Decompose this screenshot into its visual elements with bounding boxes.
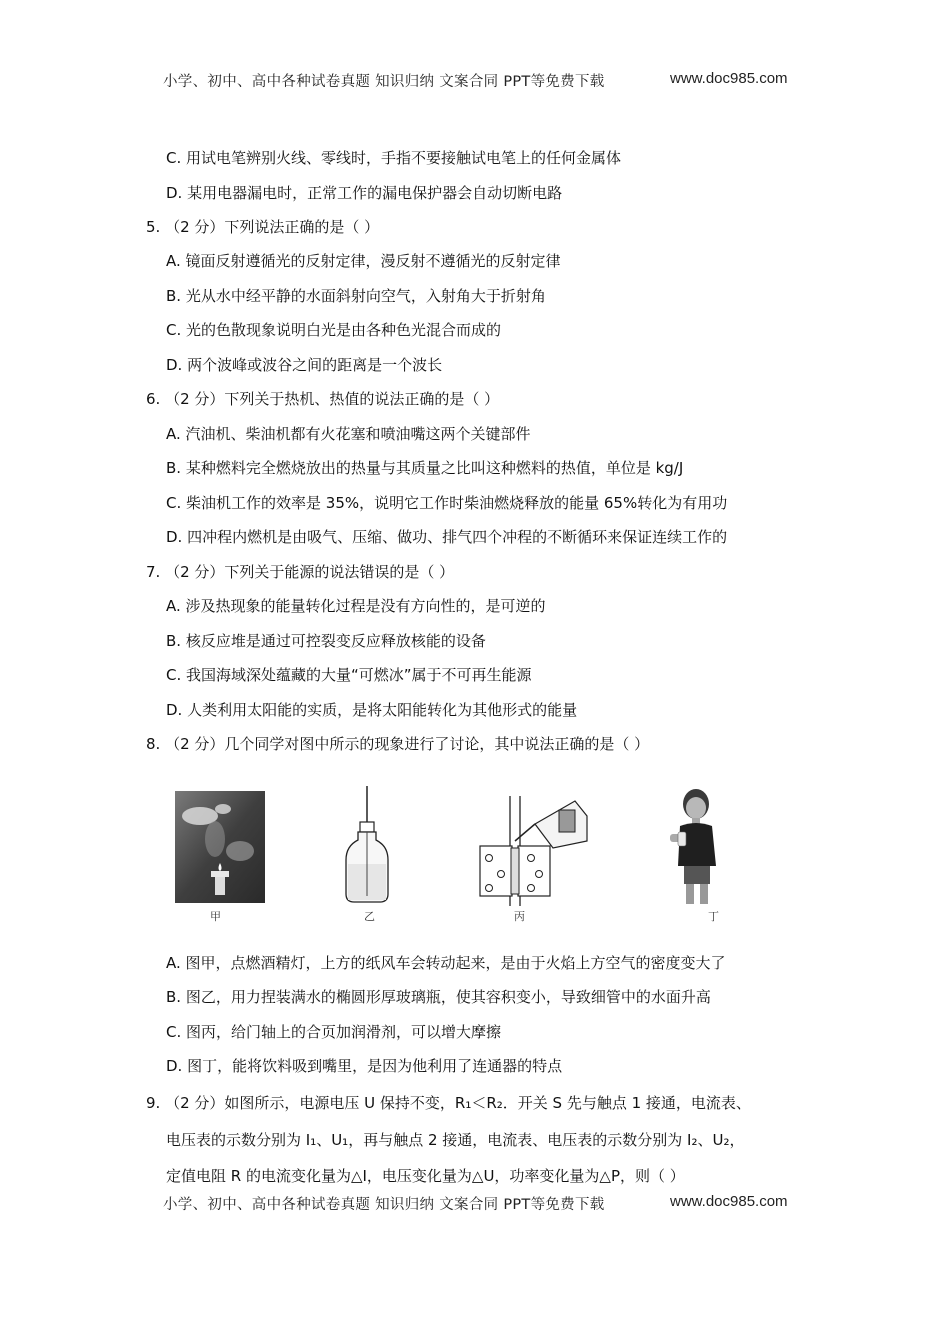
q5-option-c: C. 光的色散现象说明白光是由各种色光混合而成的 bbox=[166, 321, 502, 339]
q8-option-d: D. 图丁，能将饮料吸到嘴里，是因为他利用了连通器的特点 bbox=[166, 1057, 563, 1075]
q6-option-c: C. 柴油机工作的效率是 35%，说明它工作时柴油燃烧释放的能量 65%转化为有用功 bbox=[166, 494, 728, 512]
q8-option-c: C. 图丙，给门轴上的合页加润滑剂，可以增大摩擦 bbox=[166, 1023, 502, 1041]
q8-option-a: A. 图甲，点燃酒精灯，上方的纸风车会转动起来，是由于火焰上方空气的密度变大了 bbox=[166, 954, 726, 972]
q9-line-3: 定值电阻 R 的电流变化量为△I，电压变化量为△U，功率变化量为△P，则（ ） bbox=[166, 1167, 685, 1185]
q6-option-b: B. 某种燃料完全燃烧放出的热量与其质量之比叫这种燃料的热值，单位是 kg/J bbox=[166, 459, 684, 477]
figure-bing-image bbox=[475, 796, 590, 906]
footer-url[interactable]: www.doc985.com bbox=[670, 1193, 788, 1210]
q4-option-c: C. 用试电笔辨别火线、零线时，手指不要接触试电笔上的任何金属体 bbox=[166, 149, 622, 167]
q7-option-d: D. 人类利用太阳能的实质，是将太阳能转化为其他形式的能量 bbox=[166, 701, 578, 719]
q7-stem: 7. （2 分）下列关于能源的说法错误的是（ ） bbox=[146, 563, 455, 581]
q5-option-d: D. 两个波峰或波谷之间的距离是一个波长 bbox=[166, 356, 443, 374]
q9-line-2: 电压表的示数分别为 I₁、U₁，再与触点 2 接通，电流表、电压表的示数分别为 I₂、U₂， bbox=[166, 1131, 745, 1149]
q4-option-d: D. 某用电器漏电时，正常工作的漏电保护器会自动切断电路 bbox=[166, 184, 563, 202]
figure-ding-image bbox=[660, 786, 730, 908]
q7-option-a: A. 涉及热现象的能量转化过程是没有方向性的，是可逆的 bbox=[166, 597, 546, 615]
figure-caption-ding: 丁 bbox=[708, 910, 719, 923]
q7-option-b: B. 核反应堆是通过可控裂变反应释放核能的设备 bbox=[166, 632, 486, 650]
q5-option-a: A. 镜面反射遵循光的反射定律，漫反射不遵循光的反射定律 bbox=[166, 252, 561, 270]
figure-caption-bing: 丙 bbox=[514, 910, 525, 923]
q5-stem: 5. （2 分）下列说法正确的是（ ） bbox=[146, 218, 380, 236]
figure-jia-image bbox=[175, 791, 265, 903]
q5-option-b: B. 光从水中经平静的水面斜射向空气，入射角大于折射角 bbox=[166, 287, 546, 305]
q9-line-1: 9. （2 分）如图所示，电源电压 U 保持不变，R₁＜R₂．开关 S 先与触点 1 接通，电流表、 bbox=[146, 1094, 751, 1112]
q6-option-a: A. 汽油机、柴油机都有火花塞和喷油嘴这两个关键部件 bbox=[166, 425, 531, 443]
q8-option-b: B. 图乙，用力捏装满水的椭圆形厚玻璃瓶，使其容积变小，导致细管中的水面升高 bbox=[166, 988, 711, 1006]
figure-yi-image bbox=[342, 786, 392, 904]
header-text: 小学、初中、高中各种试卷真题 知识归纳 文案合同 PPT等免费下载 bbox=[163, 74, 605, 90]
header-url[interactable]: www.doc985.com bbox=[670, 70, 788, 87]
figure-caption-jia: 甲 bbox=[210, 910, 221, 923]
q8-stem: 8. （2 分）几个同学对图中所示的现象进行了讨论，其中说法正确的是（ ） bbox=[146, 735, 650, 753]
q8-figure bbox=[150, 786, 830, 936]
figure-caption-yi: 乙 bbox=[364, 910, 375, 923]
q6-option-d: D. 四冲程内燃机是由吸气、压缩、做功、排气四个冲程的不断循环来保证连续工作的 bbox=[166, 528, 728, 546]
q7-option-c: C. 我国海域深处蕴藏的大量“可燃冰”属于不可再生能源 bbox=[166, 666, 532, 684]
footer-text: 小学、初中、高中各种试卷真题 知识归纳 文案合同 PPT等免费下载 bbox=[163, 1197, 605, 1213]
q6-stem: 6. （2 分）下列关于热机、热值的说法正确的是（ ） bbox=[146, 390, 500, 408]
